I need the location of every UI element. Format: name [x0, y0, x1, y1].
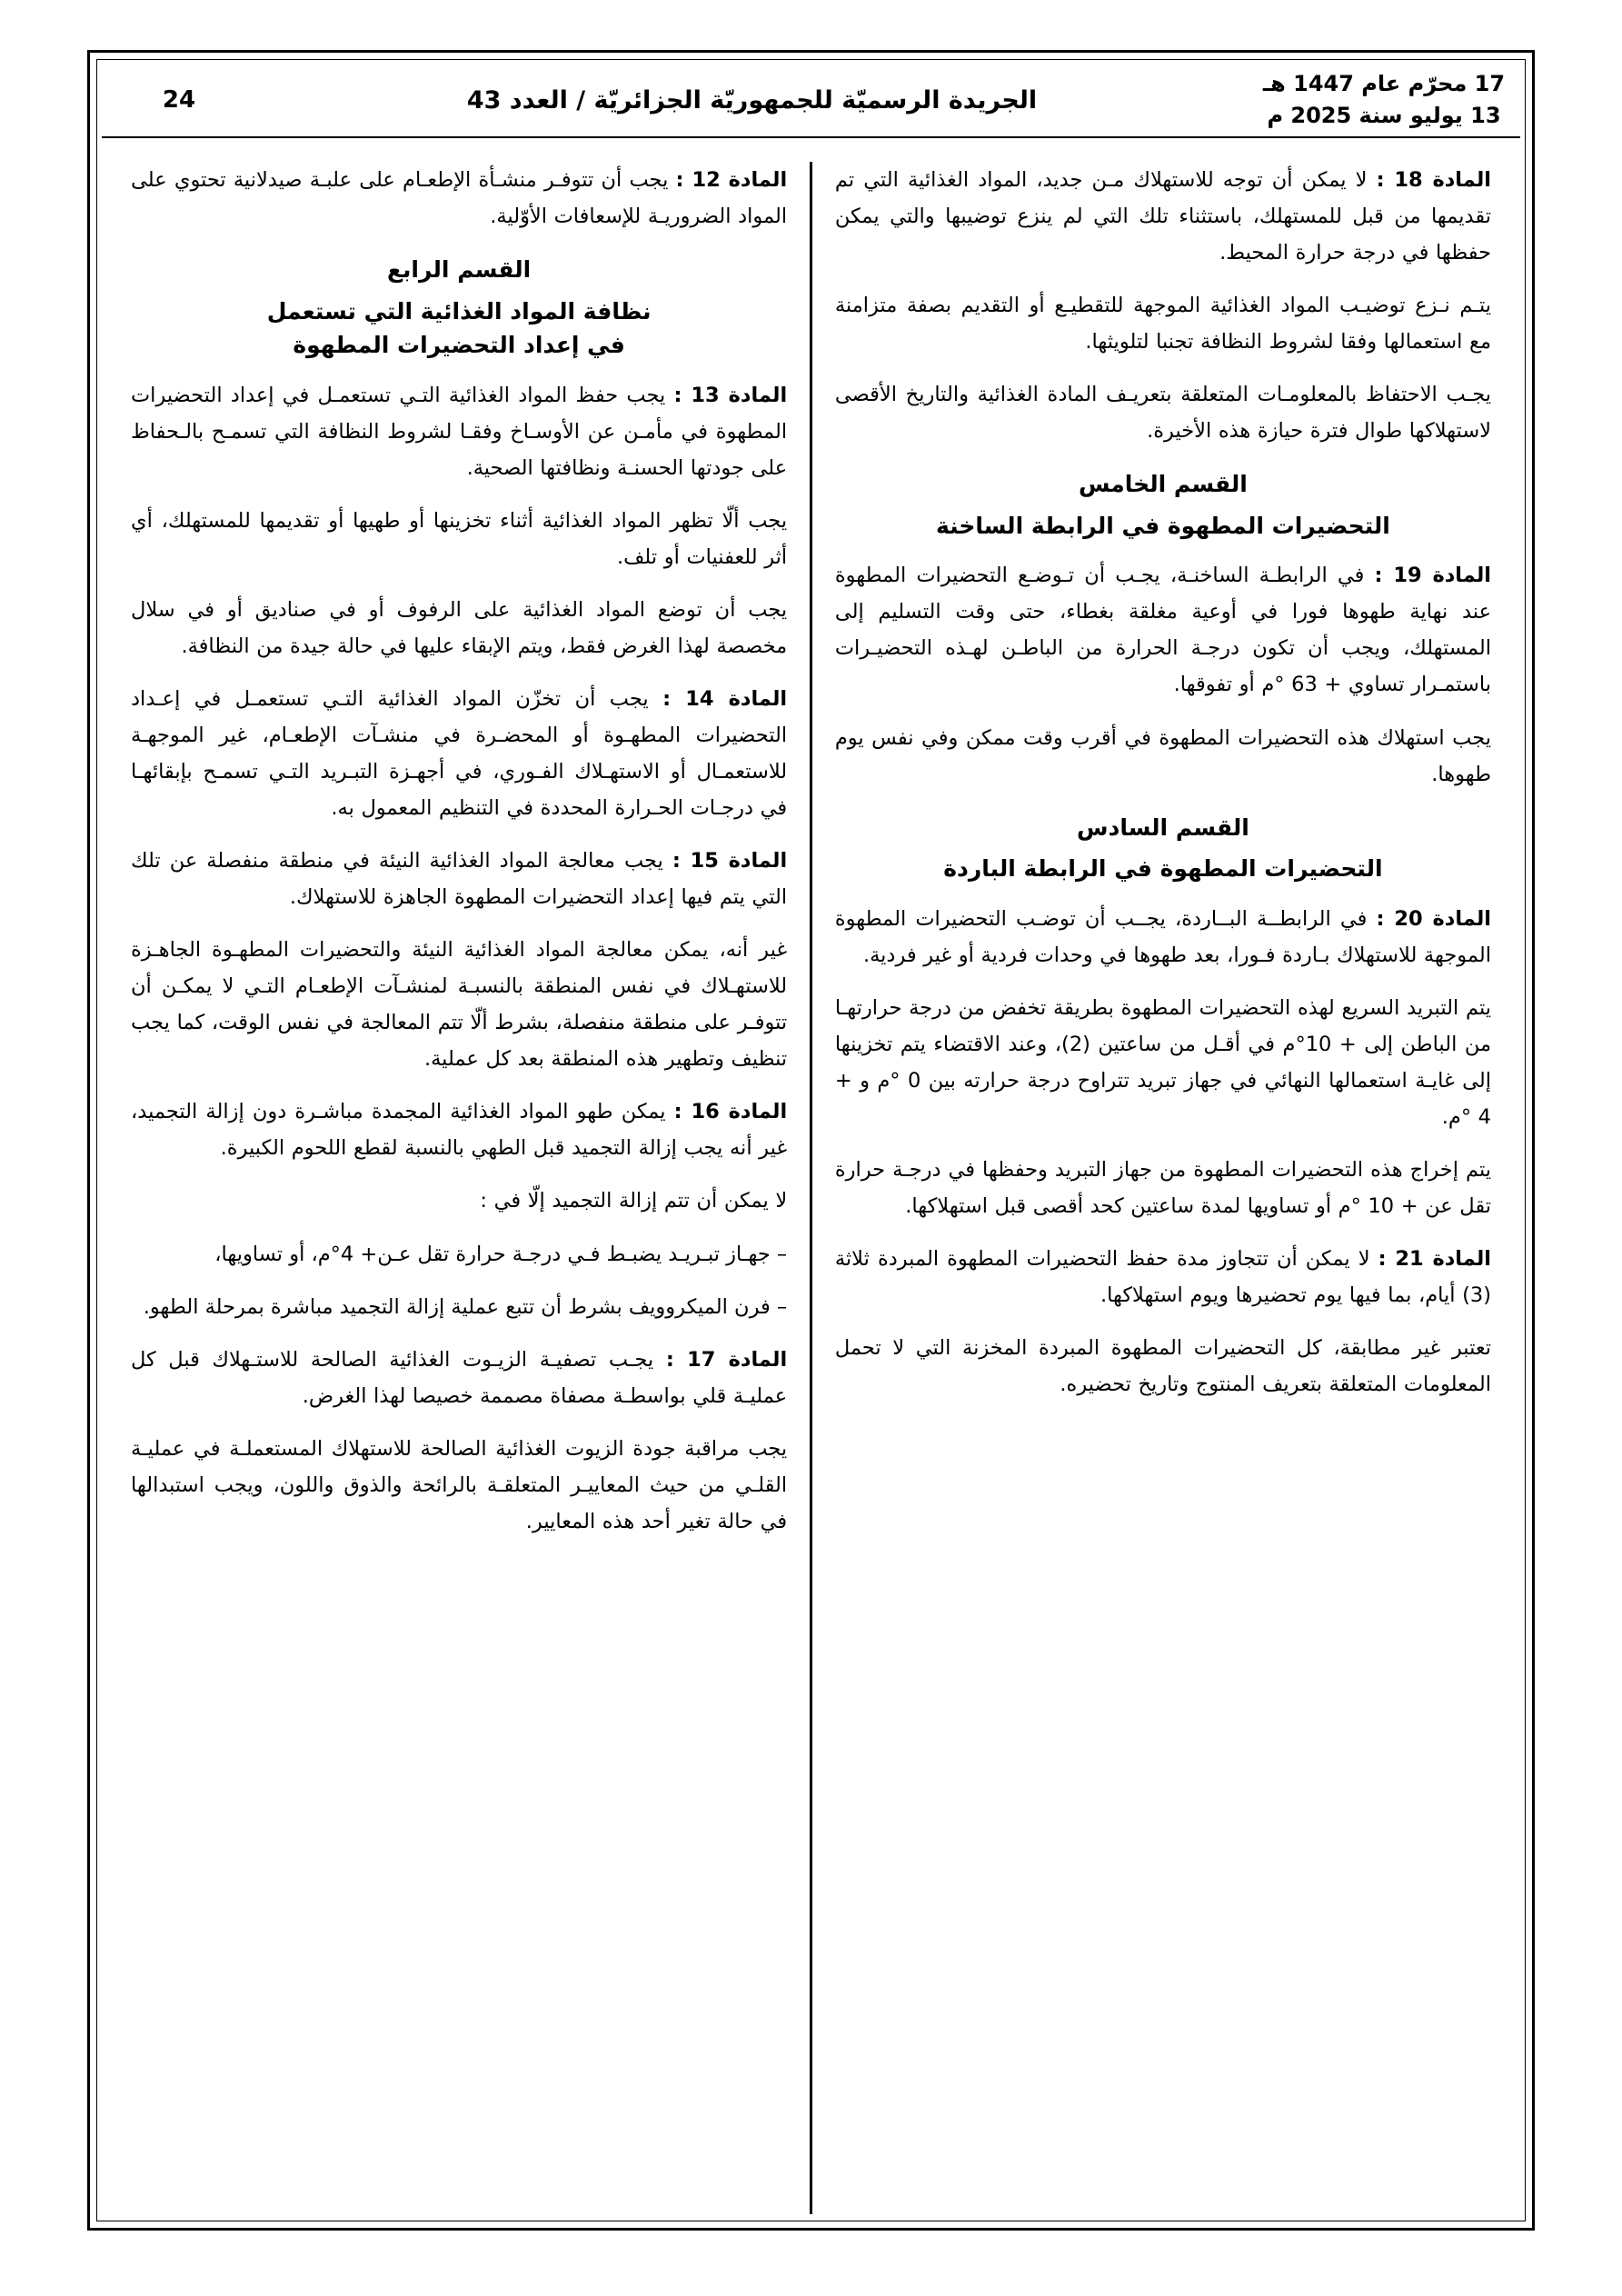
paragraph-text: يجب حفظ المواد الغذائية التـي تستعمـل في إعداد التحضيرات المطهوة في مأمـن عن الأوسـاخ وفقـا لشروط النظافة التي تسمـح بالـحفاظ على جودتها الحسنـة ونظافتها الصحية. — [131, 383, 788, 480]
subsection-heading-line: التحضيرات المطهوة في الرابطة الساخنة — [935, 512, 1390, 539]
article-paragraph — [131, 162, 787, 235]
subsection-heading-line: التحضيرات المطهوة في الرابطة الباردة — [943, 855, 1383, 883]
subsection-heading-line: في إعداد التحضيرات المطهوة — [293, 332, 625, 359]
header-page-number: 24 — [162, 86, 196, 114]
section-heading: القسم السادس — [1077, 814, 1249, 841]
section-heading: القسم الرابع — [386, 256, 532, 284]
article-label: المادة 14 : — [662, 686, 788, 711]
paragraph-text: غير أنه، يمكن معالجة المواد الغذائية النيئة والتحضيرات المطهـوة الجاهـزة للاستهـلاك في نفس المنطقة بالنسبـة لمنشـآت الإطعـام التـي لا يمكـن أن تتوفـر على منطقة منفصلة، بشرط ألّا تتم المعالجة في نفس الوقت، كما يجب تنظيف وتطهير هذه المنطقة بعد كل عملية. — [131, 938, 788, 1072]
paragraph-text: يجب أن تخزّن المواد الغذائية التـي تستعمـل في إعـداد التحضيرات المطهـوة أو المحضـرة في منشـآت الإطعـام، غير الموجهـة للاستعمـال أو الاستهـلاك الفـوري، في أجهـزة التبـريد التـي تسمـح بإبقائهـا في درجـات الحـرارة المحددة في التنظيم المعمول به. — [131, 686, 788, 821]
paragraph-text: في الرابطـة الساخنـة، يجـب أن تـوضـع التحضيرات المطهوة عند نهاية طهوها فورا في أوعية مغلقة بغطاء، حتى وقت التسليم إلى المستهلك، ويجب أن تكون درجـة الحرارة من الباطـن لهـذه التحضيـرات باستمـرار تساوي + 63 °م أو تفوقها. — [834, 564, 1491, 697]
column-right — [107, 162, 787, 2214]
paragraph-text: يجب أن تتوفـر منشـأة الإطعـام على علبـة صيدلانية تحتوي على المواد الضروريـة للإسعافات الأوّلية. — [131, 168, 788, 229]
subsection-heading — [131, 294, 787, 363]
article-label: المادة 21 : — [1378, 1246, 1491, 1271]
paragraph-text: في الرابطــة البــاردة، يجــب أن توضـب التحضيرات المطهوة الموجهة للاستهلاك بـاردة فـورا، بعد طهوها في وحدات فردية أو غير فردية. — [834, 906, 1491, 967]
paragraph-text: يجب أن توضع المواد الغذائية على الرفوف أو في صناديق أو في سلال مخصصة لهذا الغرض فقط، ويتم الإبقاء عليها في حالة جيدة من النظافة. — [131, 597, 788, 658]
paragraph-text: يجب مراقبة جودة الزيوت الغذائية الصالحة للاستهلاك المستعملـة في عمليـة القلـي من حيث المعاييـر المتعلقـة بالرائحة والذوق واللون، ويجب استبدالها في حالة تغير أحد هذه المعايير. — [131, 1436, 788, 1533]
article-label: المادة 17 : — [665, 1347, 788, 1372]
paragraph — [131, 503, 787, 575]
header-date — [1248, 68, 1520, 132]
paragraph — [131, 1183, 787, 1219]
paragraph — [835, 376, 1491, 449]
list-item: – جهـاز تبـريـد يضبـط فـي درجـة حرارة تقل عـن+ 4°م، أو تساويها، — [214, 1242, 788, 1266]
article-label: المادة 20 : — [1376, 906, 1492, 931]
paragraph-text: يجب ألّا تظهر المواد الغذائية أثناء تخزينها أو طهيها أو تقديمها للمستهلك، أي أثر للعفنيات أو تلف. — [131, 508, 788, 569]
article-label: المادة 18 : — [1376, 168, 1491, 192]
article-paragraph — [131, 377, 787, 486]
article-paragraph — [131, 843, 787, 915]
paragraph-text: يجـب الاحتفاظ بالمعلومـات المتعلقة بتعريـف المادة الغذائية والتاريخ الأقصى لاستهلاكها طوال فترة حيازة هذه الأخيرة. — [834, 383, 1491, 444]
paragraph — [835, 1152, 1491, 1224]
paragraph-text: لا يمكن أن توجه للاستهلاك مـن جديد، المواد الغذائية التي تم تقديمها من قبل للمستهلك، باستثناء تلك التي لم ينزع توضيبها والتي يمكن حفظها في درجة حرارة المحيط. — [834, 168, 1491, 265]
paragraph — [835, 1330, 1491, 1403]
article-label: المادة 16 : — [673, 1100, 788, 1124]
subsection-heading-line: نظافة المواد الغذائية التي تستعمل — [266, 297, 652, 324]
article-paragraph — [835, 162, 1491, 271]
page-header — [102, 64, 1520, 138]
paragraph — [131, 932, 787, 1077]
header-date-hijri: 17 محرّم عام 1447 هـ — [1262, 71, 1506, 97]
paragraph — [131, 1431, 787, 1540]
paragraph-text: يجب معالجة المواد الغذائية النيئة في منطقة منفصلة عن تلك التي يتم فيها إعداد التحضيرات المطهوة الجاهزة للاستهلاك. — [131, 849, 788, 910]
article-paragraph — [835, 901, 1491, 973]
article-paragraph — [835, 557, 1491, 703]
article-paragraph — [131, 1342, 787, 1414]
paragraph-text: يجـب تصفيـة الزيـوت الغذائية الصالحة للاستـهلاك قبل كل عمليـة قلي بواسطـة مصفاة مصممة خصيصا لهذا الغرض. — [131, 1347, 788, 1408]
paragraph-text: يتـم نـزع توضيـب المواد الغذائية الموجهة للتقطيـع أو التقديم بصفة متزامنة مع استعمالها وفقا لشروط النظافة تجنبا لتلويثها. — [834, 294, 1491, 354]
header-journal-title: الجريدة الرسميّة للجمهوريّة الجزائريّة / العدد 43 — [466, 85, 1038, 115]
article-label: المادة 12 : — [675, 168, 788, 192]
article-paragraph — [131, 1093, 787, 1166]
article-label: المادة 19 : — [1374, 564, 1491, 588]
paragraph-text: يمكن طهو المواد الغذائية المجمدة مباشـرة دون إزالة التجميد، غير أنه يجب إزالة التجميد قبل الطهي بالنسبة لقطع اللحوم الكبيرة. — [131, 1100, 788, 1161]
header-date-gregorian: 13 يوليو سنة 2025 م — [1267, 103, 1501, 128]
paragraph — [835, 720, 1491, 793]
article-paragraph — [131, 681, 787, 826]
page-body — [107, 162, 1515, 2214]
subsection-heading — [835, 852, 1491, 886]
article-label: المادة 15 : — [672, 849, 788, 873]
column-divider — [810, 162, 812, 2214]
paragraph — [835, 287, 1491, 360]
paragraph-text: لا يمكن أن تتم إزالة التجميد إلّا في : — [480, 1189, 788, 1213]
section-heading: القسم الخامس — [1078, 471, 1248, 498]
subsection-heading — [835, 509, 1491, 544]
paragraph-text: تعتبر غير مطابقة، كل التحضيرات المطهوة المبردة المخزنة التي لا تحمل المعلومات المتعلقة بتعريف المنتوج وتاريخ تحضيره. — [834, 1336, 1491, 1397]
article-paragraph — [835, 1241, 1491, 1313]
paragraph-text: يتم إخراج هذه التحضيرات المطهوة من جهاز التبريد وحفظها في درجـة حرارة تقل عن + 10 °م أو تساويها لمدة ساعتين كحد أقصى قبل استهلاكها. — [834, 1157, 1491, 1218]
paragraph-text: يتم التبريد السريع لهذه التحضيرات المطهوة بطريقة تخفض من درجة حرارتهـا من الباطن إلى + 10°م في أقـل من ساعتين (2)، وعند الاقتضاء يتم تخزينها إلى غايـة استعمالها النهائي في جهاز تبريد تتراوح درجة حرارته بين 0 °م و + 4 °م. — [834, 995, 1491, 1129]
paragraph-text: يجب استهلاك هذه التحضيرات المطهوة في أقرب وقت ممكن وفي نفس يوم طهوها. — [834, 725, 1491, 786]
column-left — [835, 162, 1515, 2214]
list-item: – فرن الميكروويف بشرط أن تتبع عملية إزالة التجميد مباشرة بمرحلة الطهو. — [143, 1294, 788, 1319]
paragraph — [131, 592, 787, 664]
paragraph — [835, 990, 1491, 1135]
paragraph-text: لا يمكن أن تتجاوز مدة حفظ التحضيرات المطهوة المبردة ثلاثة (3) أيام، بما فيها يوم تحضيرها ويوم استهلاكها. — [834, 1246, 1491, 1308]
article-label: المادة 13 : — [673, 383, 788, 407]
